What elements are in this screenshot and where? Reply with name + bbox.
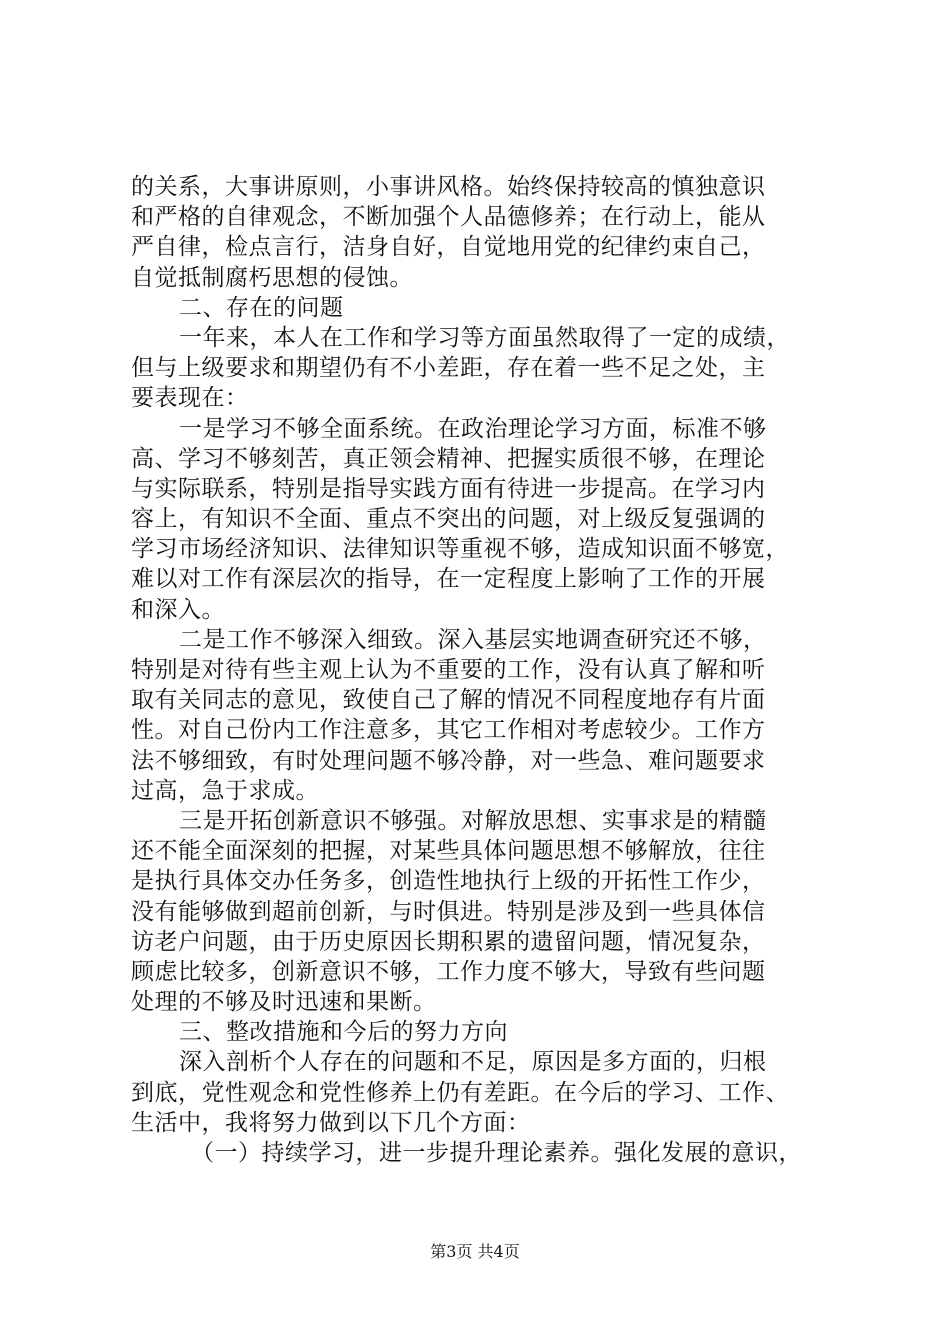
text-line: 性。对自己份内工作注意多，其它工作相对考虑较少。工作方	[131, 717, 766, 744]
section-heading: 二、存在的问题	[179, 294, 344, 321]
text-line: 要表现在：	[131, 385, 249, 412]
text-line: 法不够细致，有时处理问题不够冷静，对一些急、难问题要求	[131, 747, 766, 774]
text-line: 与实际联系，特别是指导实践方面有待进一步提高。在学习内	[131, 475, 766, 502]
text-line: 深入剖析个人存在的问题和不足，原因是多方面的，归根	[179, 1049, 767, 1076]
document-body	[131, 172, 841, 1168]
page-footer: 第3页 共4页	[430, 1242, 520, 1261]
text-line: 的关系，大事讲原则，小事讲风格。始终保持较高的慎独意识	[131, 174, 766, 200]
text-line: 一年来，本人在工作和学习等方面虽然取得了一定的成绩，	[179, 324, 790, 351]
text-line: 容上，有知识不全面、重点不突出的问题，对上级反复强调的	[131, 506, 766, 533]
section-heading: 三、整改措施和今后的努力方向	[179, 1019, 508, 1046]
text-line: 二是工作不够深入细致。深入基层实地调查研究还不够，	[179, 626, 767, 653]
text-line: 生活中，我将努力做到以下几个方面：	[131, 1109, 531, 1136]
text-line: 特别是对待有些主观上认为不重要的工作，没有认真了解和听	[131, 657, 766, 683]
text-line: 但与上级要求和期望仍有不小差距，存在着一些不足之处，主	[131, 355, 766, 382]
text-line: 还不能全面深刻的把握，对某些具体问题思想不够解放，往往	[131, 838, 766, 865]
text-line: 学习市场经济知识、法律知识等重视不够，造成知识面不够宽，	[131, 536, 789, 563]
text-line: （一）持续学习，进一步提升理论素养。强化发展的意识，	[191, 1140, 802, 1166]
text-line: 严自律，检点言行，洁身自好，自觉地用党的纪律约束自己，	[131, 234, 766, 261]
text-line: 取有关同志的意见，致使自己了解的情况不同程度地存有片面	[131, 687, 766, 714]
text-line: 访老户问题，由于历史原因长期积累的遗留问题，情况复杂，	[131, 928, 766, 955]
text-line: 三是开拓创新意识不够强。对解放思想、实事求是的精髓	[179, 807, 767, 834]
text-line: 和严格的自律观念，不断加强个人品德修养；在行动上，能从	[131, 204, 766, 231]
text-line: 难以对工作有深层次的指导，在一定程度上影响了工作的开展	[131, 566, 766, 593]
text-line: 高、学习不够刻苦，真正领会精神、把握实质很不够，在理论	[131, 445, 766, 472]
text-line: 顾虑比较多，创新意识不够，工作力度不够大，导致有些问题	[131, 958, 766, 985]
text-line: 一是学习不够全面系统。在政治理论学习方面，标准不够	[179, 415, 767, 442]
text-line: 处理的不够及时迅速和果断。	[131, 989, 437, 1016]
text-line: 自觉抵制腐朽思想的侵蚀。	[131, 264, 413, 291]
text-line: 和深入。	[131, 596, 225, 623]
text-line: 到底，党性观念和党性修养上仍有差距。在今后的学习、工作、	[131, 1079, 789, 1106]
text-line: 没有能够做到超前创新，与时俱进。特别是涉及到一些具体信	[131, 898, 766, 925]
text-line: 过高，急于求成。	[131, 777, 319, 804]
text-line: 是执行具体交办任务多，创造性地执行上级的开拓性工作少，	[131, 868, 766, 895]
